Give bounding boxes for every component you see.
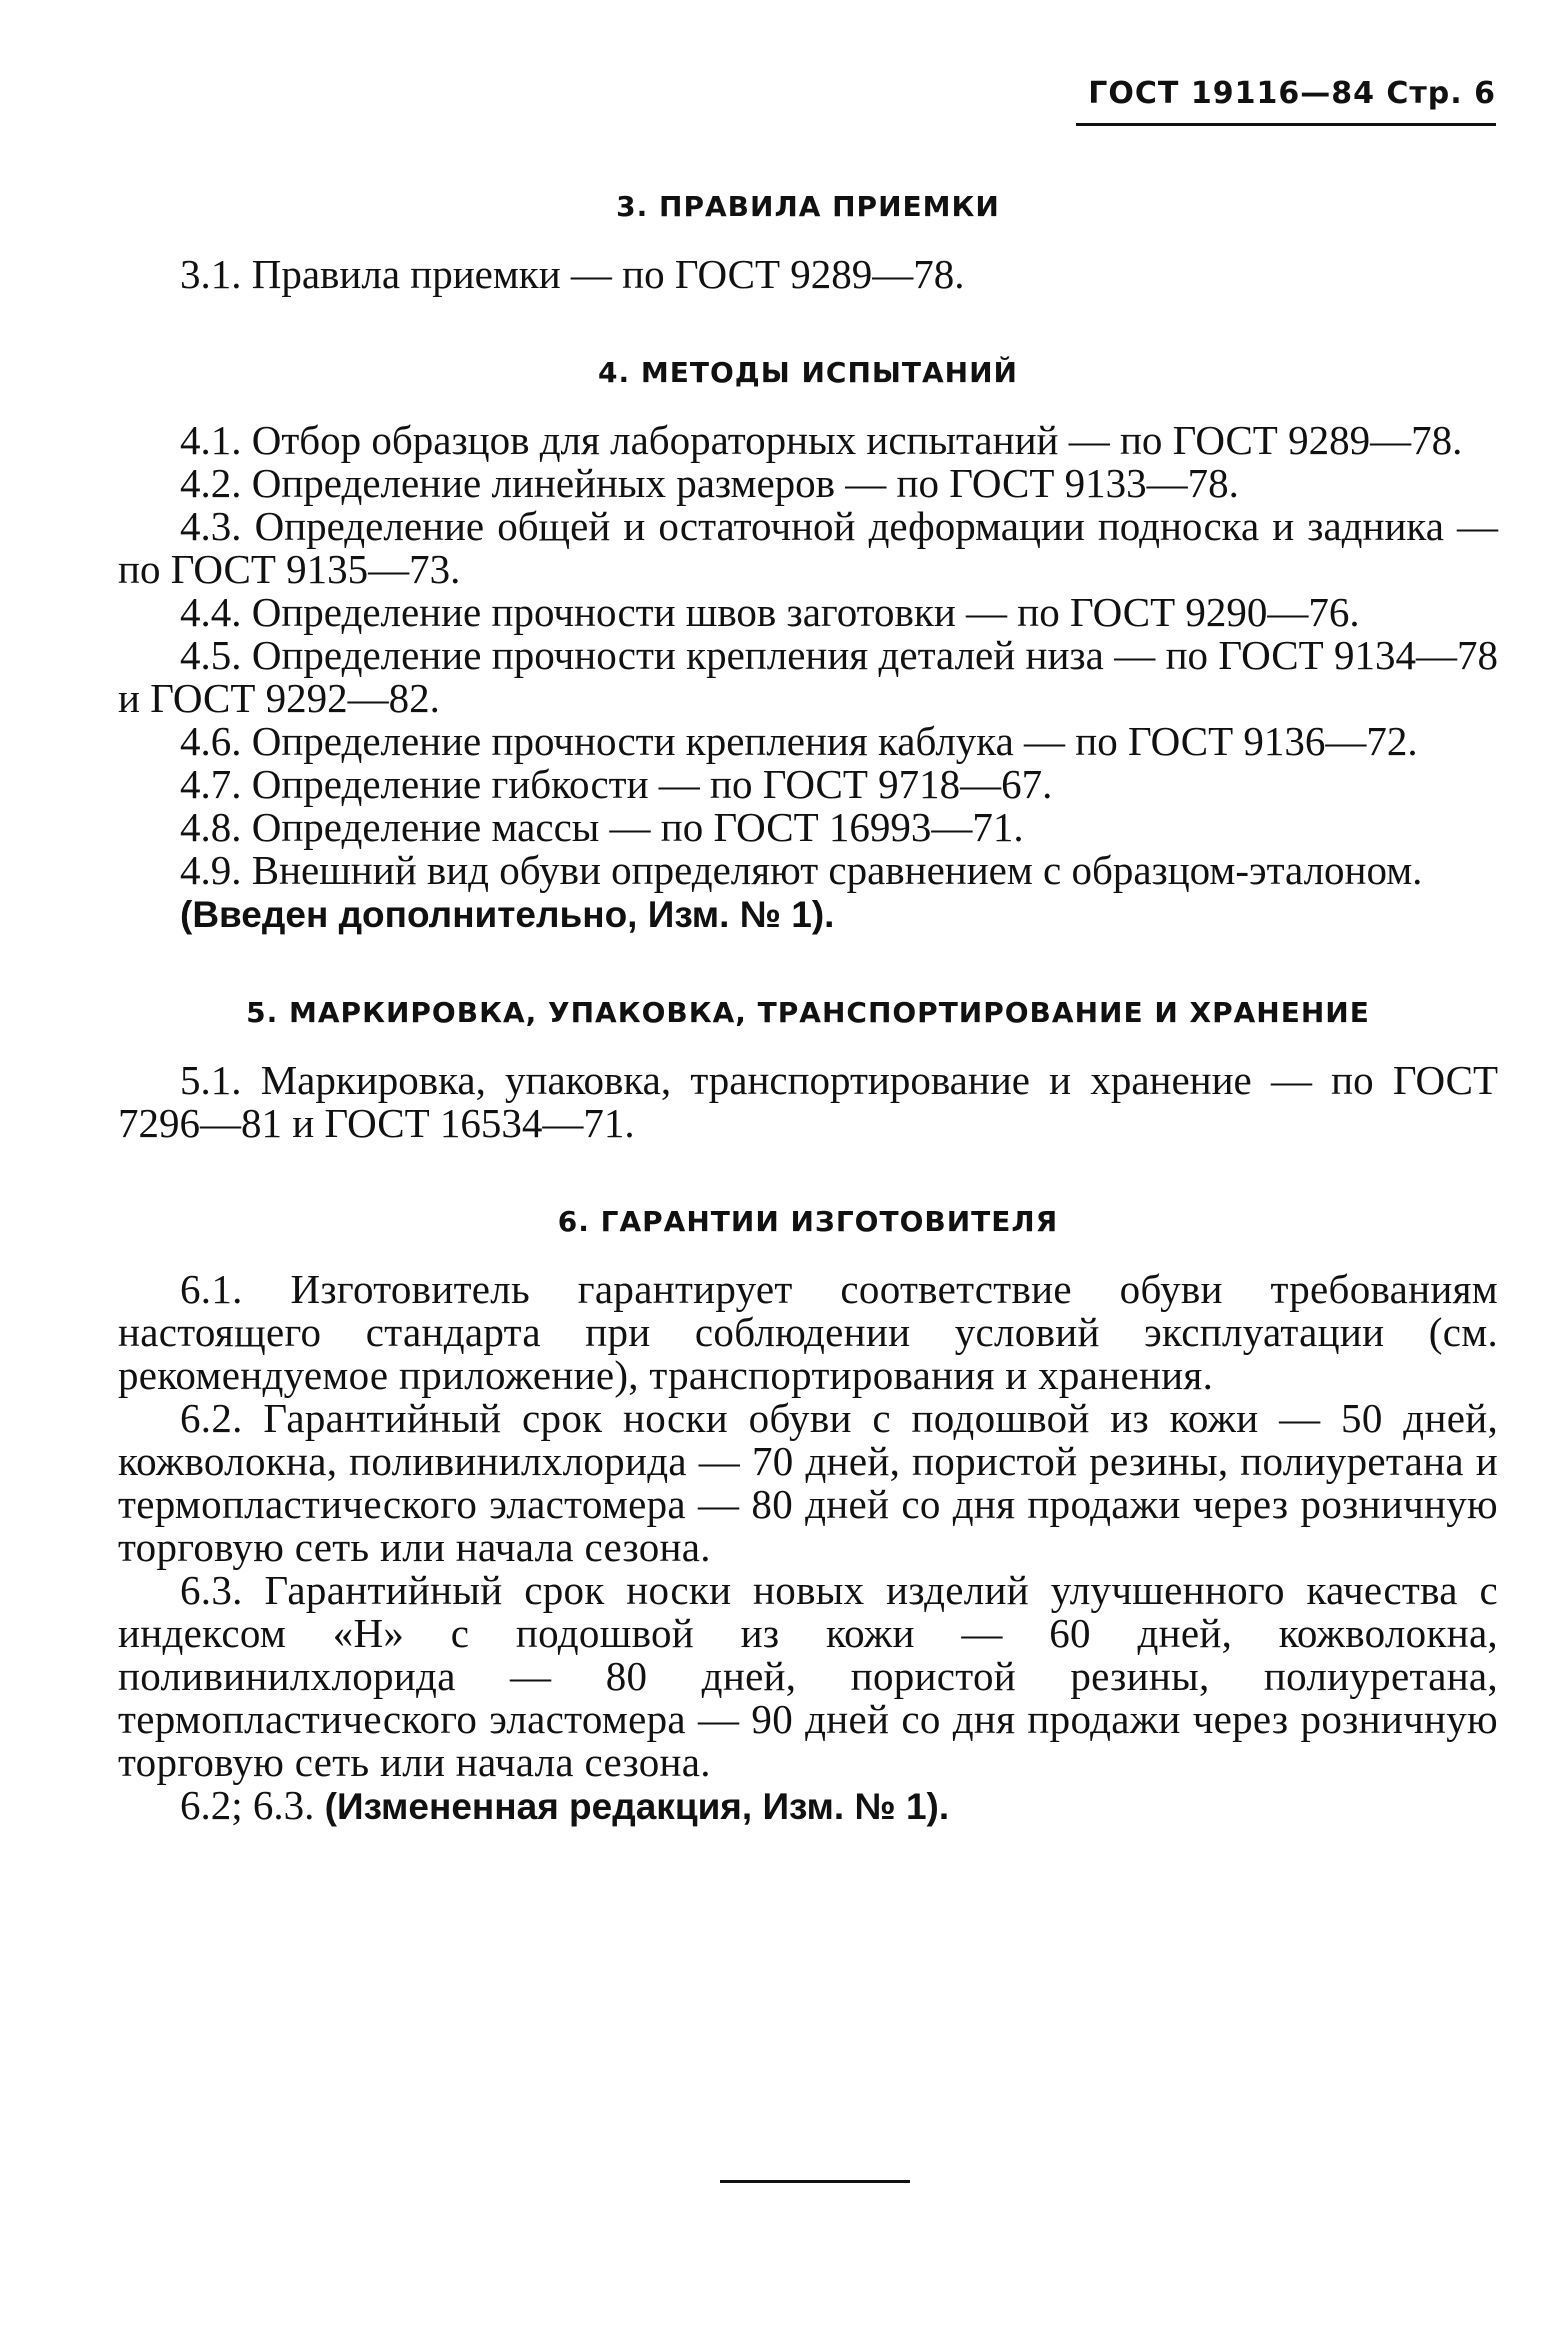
clause-4-2: 4.2. Определение линейных размеров — по ГОСТ 9133—78. [180,460,1239,506]
section-4-title: 4. МЕТОДЫ ИСПЫТАНИЙ [598,356,1018,389]
clause-6-3: 6.3. Гарантийный срок носки новых изделий улучшенного качества с индексом «Н» с подошвой из кожи — 60 дней, кожволокна, поливинилхлорида — 80 дней, пористой резины, полиуретана, термопластического эластомера — 90 дней со дня продажи через розничную торговую сеть или начала сезона. [118,1567,1498,1785]
clause-4-4: 4.4. Определение прочности швов заготовки — по ГОСТ 9290—76. [180,589,1360,635]
section-5-title: 5. МАРКИРОВКА, УПАКОВКА, ТРАНСПОРТИРОВАНИЕ И ХРАНЕНИЕ [246,996,1370,1029]
section-3-title: 3. ПРАВИЛА ПРИЕМКИ [616,190,1000,223]
clause-6-1: 6.1. Изготовитель гарантирует соответствие обуви требованиям настоящего стандарта при соблюдении условий эксплуатации (см. рекомендуемое приложение), транспортирования и хранения. [118,1266,1498,1398]
amendment-note-4-text: (Введен дополнительно, Изм. № 1). [180,894,835,935]
document-body [118,190,1498,1828]
clause-5-1: 5.1. Маркировка, упаковка, транспортирование и хранение — по ГОСТ 7296—81 и ГОСТ 16534—71. [118,1057,1498,1146]
amendment-note-6-text: (Измененная редакция, Изм. № 1). [324,1786,950,1827]
amendment-note-6 [118,1784,1498,1828]
amendment-note-4 [118,892,1498,936]
clause-4-5: 4.5. Определение прочности крепления деталей низа — по ГОСТ 9134—78 и ГОСТ 9292—82. [118,632,1498,721]
clause-3-1: 3.1. Правила приемки — по ГОСТ 9289—78. [180,251,965,297]
clause-4-9: 4.9. Внешний вид обуви определяют сравнением с образцом-эталоном. [180,847,1423,893]
clause-4-3: 4.3. Определение общей и остаточной деформации подноска и задника — по ГОСТ 9135—73. [118,503,1498,592]
clause-4-6: 4.6. Определение прочности крепления каблука — по ГОСТ 9136—72. [180,718,1418,764]
clause-4-8: 4.8. Определение массы — по ГОСТ 16993—71. [180,804,1024,850]
end-rule [720,2180,910,2183]
clause-6-2: 6.2. Гарантийный срок носки обуви с подошвой из кожи — 50 дней, кожволокна, поливинилхлорида — 70 дней, пористой резины, полиуретана и термопластического эластомера — 80 дней со дня продажи через розничную торговую сеть или начала сезона. [118,1395,1498,1570]
page-header: ГОСТ 19116—84 Стр. 6 [1076,76,1496,126]
clause-4-7: 4.7. Определение гибкости — по ГОСТ 9718—67. [180,761,1053,807]
section-6-title: 6. ГАРАНТИИ ИЗГОТОВИТЕЛЯ [557,1205,1059,1238]
clause-4-1: 4.1. Отбор образцов для лабораторных испытаний — по ГОСТ 9289—78. [180,417,1463,463]
amendment-note-6-prefix: 6.2; 6.3. [180,1782,315,1828]
